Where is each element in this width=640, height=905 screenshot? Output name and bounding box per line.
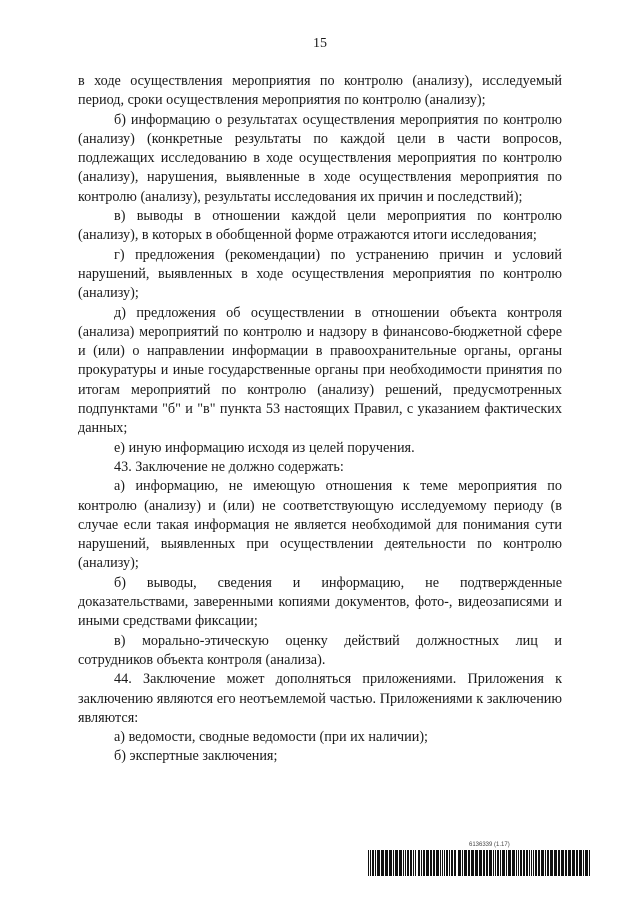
- paragraph: б) экспертные заключения;: [114, 748, 278, 765]
- paragraph: а) ведомости, сводные ведомости (при их наличии);: [114, 729, 429, 746]
- document-code: 6136339 (1.17): [469, 842, 510, 848]
- paragraph: в ходе осуществления мероприятия по контролю (анализу), исследуемый период, сроки осуществления мероприятия по контролю (анализу);: [78, 73, 562, 109]
- paragraph: г) предложения (рекомендации) по устранению причин и условий нарушений, выявленных в ходе осуществления мероприятия по контролю (анализу);: [78, 246, 562, 302]
- paragraph: в) выводы в отношении каждой цели мероприятия по контролю (анализу), в которых в обобщенной форме отражаются итоги исследования;: [78, 208, 562, 244]
- paragraph: б) выводы, сведения и информацию, не подтвержденные доказательствами, заверенными копиями документов, фото-, видеозаписями и иными средствами фиксации;: [78, 574, 562, 630]
- barcode-icon: [368, 850, 590, 876]
- paragraph: е) иную информацию исходя из целей поручения.: [114, 439, 415, 456]
- document-body: [78, 72, 562, 767]
- page-number: 15: [313, 36, 327, 51]
- paragraph: 43. Заключение не должно содержать:: [114, 458, 344, 475]
- paragraph: б) информацию о результатах осуществления мероприятия по контролю (анализу) (конкретные результаты по каждой цели в части вопросов, подлежащих исследованию в ходе осуществления мероприятия по контролю (анализу), нарушения, выявленные в ходе осуществления мероприятия по контролю (анализу), результаты исследования их причин и последствий);: [78, 111, 562, 205]
- paragraph: 44. Заключение может дополняться приложениями. Приложения к заключению являются его неотъемлемой частью. Приложениями к заключению являются:: [78, 671, 562, 726]
- paragraph: в) морально-этическую оценку действий должностных лиц и сотрудников объекта контроля (анализа).: [78, 632, 562, 668]
- paragraph: а) информацию, не имеющую отношения к теме мероприятия по контролю (анализу) и (или) не соответствующую исследуемому периоду (в случае если такая информация не является необходимой для понимания сути нарушений, выявленных при осуществлении деятельности по контролю (анализу);: [78, 478, 562, 572]
- paragraph: д) предложения об осуществлении в отношении объекта контроля (анализа) мероприятий по контролю и надзору в финансово-бюджетной сфере и (или) о направлении информации в правоохранительные органы, органы прокуратуры и иные государственные органы при необходимости принятия по итогам мероприятий по контролю (анализу) решений, предусмотренных подпунктами "б" и "в" пункта 53 настоящих Правил, с указанием фактических данных;: [78, 304, 562, 437]
